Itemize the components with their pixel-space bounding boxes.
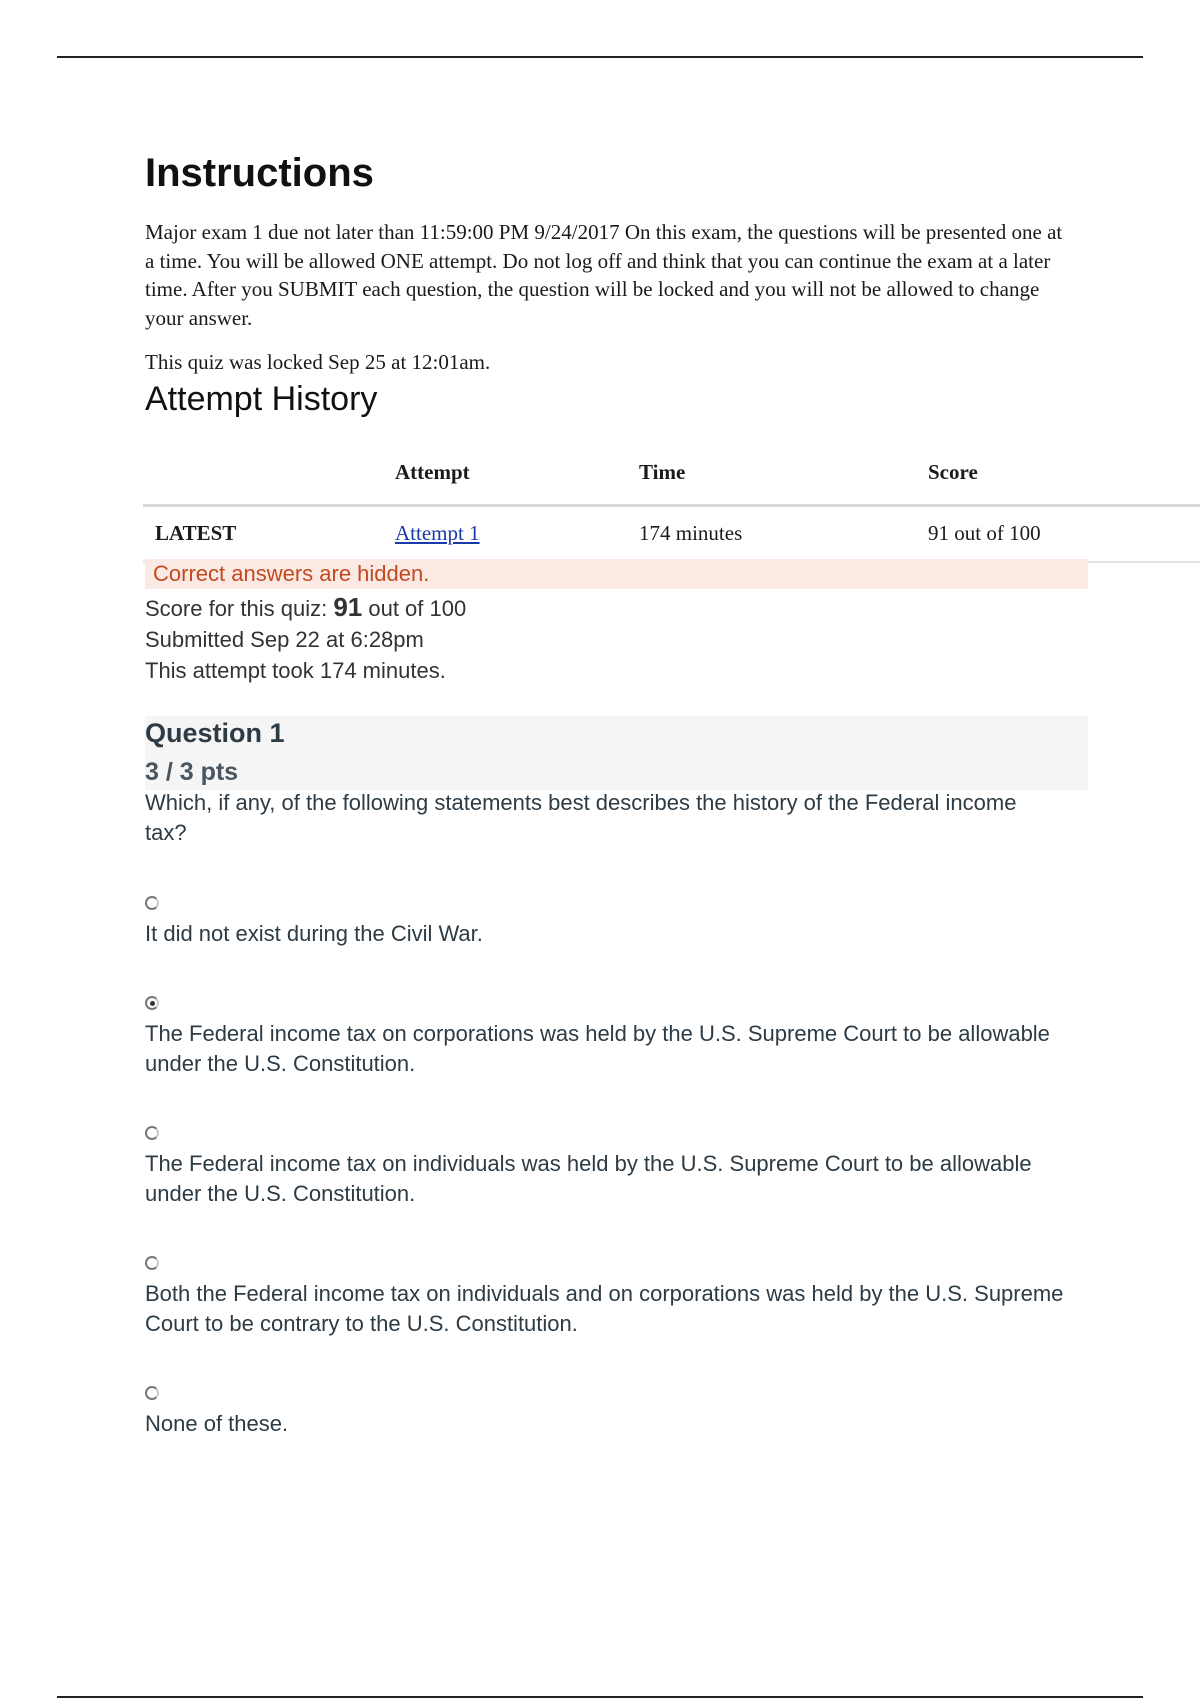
score-line: [145, 592, 466, 624]
answer-option-text: The Federal income tax on corporations was held by the U.S. Supreme Court to be allowable under the U.S. Constitution.: [145, 1021, 1050, 1076]
column-header-score: Score: [928, 460, 978, 484]
latest-label: LATEST: [155, 521, 237, 545]
radio-button[interactable]: [145, 1256, 159, 1270]
answer-option[interactable]: [145, 896, 1085, 949]
column-header-attempt: Attempt: [395, 460, 470, 484]
submitted-line: Submitted Sep 22 at 6:28pm: [145, 627, 424, 652]
locked-notice: This quiz was locked Sep 25 at 12:01am.: [145, 350, 491, 374]
answer-option-text: None of these.: [145, 1411, 289, 1436]
radio-button[interactable]: [145, 1386, 159, 1400]
attempt-history-table: [143, 452, 1200, 563]
table-header-row: [143, 452, 1200, 507]
attempt-time: 174 minutes: [639, 521, 743, 545]
table-row: [143, 507, 1200, 563]
question-header: [145, 716, 1088, 790]
duration-line: This attempt took 174 minutes.: [145, 658, 446, 683]
answers-hidden-banner: Correct answers are hidden.: [145, 559, 1088, 589]
instructions-body: Major exam 1 due not later than 11:59:00 PM 9/24/2017 On this exam, the questions will be presented one at a time. You will be allowed ONE attempt. Do not log off and think that you can continue the exam at a later time. After you SUBMIT each question, the question will be locked and you will not be allowed to change your answer.: [145, 220, 1063, 330]
column-header-time: Time: [639, 460, 686, 484]
page-top-rule: [57, 56, 1143, 58]
attempt-1-link[interactable]: Attempt 1: [395, 521, 480, 545]
radio-button-checked[interactable]: [145, 996, 159, 1010]
question-title: Question 1: [145, 718, 285, 748]
radio-button[interactable]: [145, 896, 159, 910]
attempt-score: 91 out of 100: [928, 521, 1041, 545]
answer-option-text: Both the Federal income tax on individuals and on corporations was held by the U.S. Supreme Court to be contrary to the U.S. Constitution.: [145, 1281, 1064, 1336]
answer-option-text: It did not exist during the Civil War.: [145, 921, 483, 946]
answer-option[interactable]: [145, 1126, 1085, 1209]
question-text: Which, if any, of the following statements best describes the history of the Federal income tax?: [145, 790, 1017, 845]
attempt-history-heading: Attempt History: [145, 379, 378, 418]
answer-option[interactable]: [145, 1256, 1085, 1339]
score-value: 91: [333, 592, 363, 622]
answer-option-text: The Federal income tax on individuals was held by the U.S. Supreme Court to be allowable under the U.S. Constitution.: [145, 1151, 1032, 1206]
question-points: 3 / 3 pts: [145, 758, 239, 786]
score-suffix: out of 100: [362, 596, 467, 621]
radio-button[interactable]: [145, 1126, 159, 1140]
instructions-heading: Instructions: [145, 151, 374, 195]
score-prefix: Score for this quiz:: [145, 596, 334, 621]
page-bottom-rule: [57, 1696, 1143, 1698]
answer-option-selected[interactable]: [145, 996, 1085, 1079]
quiz-summary: [145, 592, 466, 686]
answer-option[interactable]: [145, 1386, 1085, 1439]
instructions-section: [145, 150, 1085, 419]
